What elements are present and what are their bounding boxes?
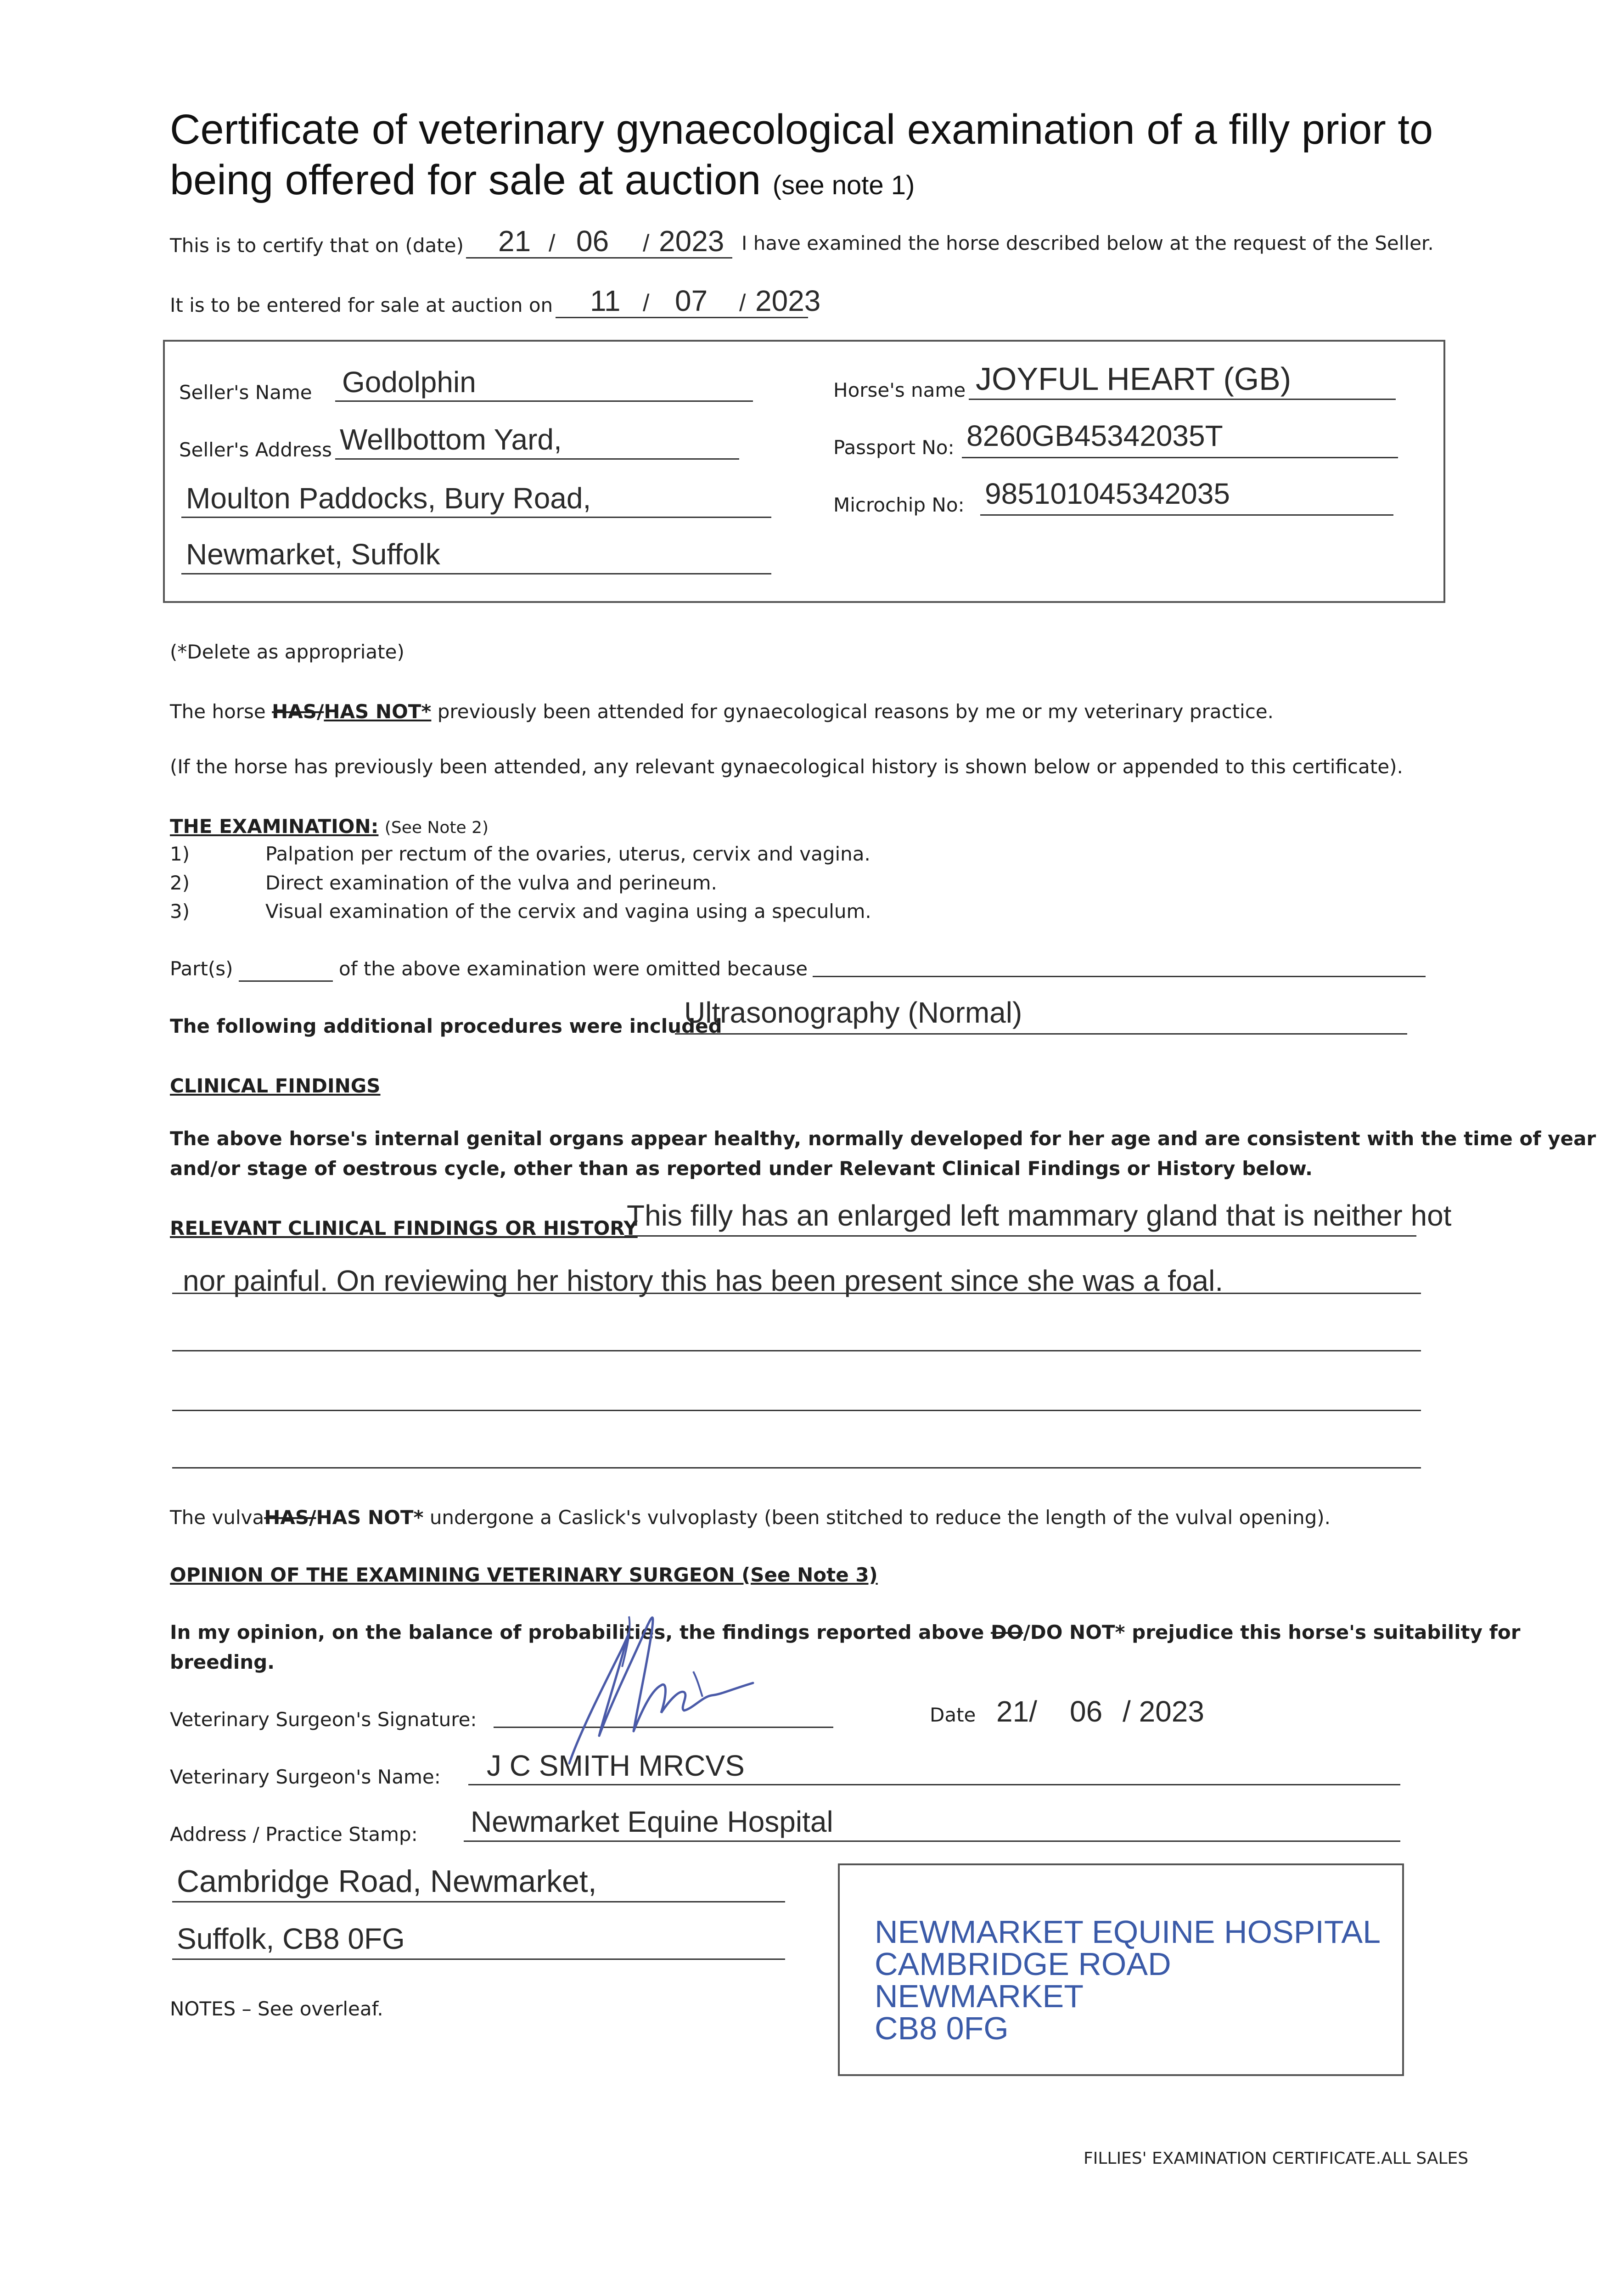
- exam-item-3-num: 3): [170, 900, 190, 923]
- practice-address-2: Cambridge Road, Newmarket,: [177, 1864, 597, 1899]
- auction-sep-2: /: [739, 290, 746, 316]
- attended-struck: HAS/: [272, 700, 324, 723]
- auction-day: 11: [590, 284, 621, 317]
- relevant-label: RELEVANT CLINICAL FINDINGS OR HISTORY: [170, 1217, 638, 1239]
- certify-day: 21: [498, 225, 531, 258]
- auction-year: 2023: [755, 284, 821, 317]
- vulva-statement: [170, 1506, 1331, 1529]
- vet-name-label: Veterinary Surgeon's Name:: [170, 1766, 441, 1788]
- relevant-line-2: nor painful. On reviewing her history this has been present since she was a foal.: [183, 1264, 1224, 1297]
- stamp-line-2: CAMBRIDGE ROAD: [875, 1946, 1171, 1982]
- vulva-struck: HAS/: [264, 1506, 316, 1529]
- vulva-choice: HAS NOT*: [316, 1506, 424, 1529]
- omitted-prefix: Part(s): [170, 957, 233, 980]
- certify-suffix: I have examined the horse described below at the request of the Seller.: [741, 232, 1434, 254]
- additional-label: The following additional procedures were included: [170, 1015, 722, 1037]
- practice-address-3: Suffolk, CB8 0FG: [177, 1922, 405, 1955]
- clinical-heading: CLINICAL FINDINGS: [170, 1075, 381, 1097]
- vet-signature: [514, 1598, 771, 1773]
- address-label: Address / Practice Stamp:: [170, 1823, 418, 1846]
- exam-item-3-text: Visual examination of the cervix and vagina using a speculum.: [265, 900, 871, 923]
- title-note: (see note 1): [772, 170, 915, 200]
- passport-label: Passport No:: [833, 436, 955, 459]
- opinion-suffix: prejudice this horse's suitability for: [1132, 1621, 1521, 1643]
- examination-heading: [170, 815, 489, 838]
- auction-prefix: It is to be entered for sale at auction on: [170, 294, 553, 316]
- vulva-suffix: undergone a Caslick's vulvoplasty (been stitched to reduce the length of the vulval opening).: [429, 1506, 1331, 1529]
- stamp-line-4: CB8 0FG: [875, 2010, 1009, 2046]
- sign-date-day: 21/: [996, 1695, 1037, 1728]
- certify-year: 2023: [659, 225, 724, 258]
- microchip-label: Microchip No:: [833, 494, 965, 516]
- vulva-prefix: The vulva: [170, 1506, 264, 1529]
- attended-statement: [170, 700, 1274, 723]
- page-title: Certificate of veterinary gynaecological examination of a filly prior to: [170, 106, 1433, 153]
- opinion-choice: /DO NOT*: [1023, 1621, 1125, 1643]
- opinion-line-2: breeding.: [170, 1651, 275, 1673]
- clinical-statement-1: The above horse's internal genital organs appear healthy, normally developed for her age and are consistent with the time of year: [170, 1127, 1596, 1150]
- passport-number: 8260GB45342035T: [966, 419, 1223, 452]
- examination-title: THE EXAMINATION:: [170, 815, 379, 838]
- auction-month: 07: [675, 284, 708, 317]
- vet-name: J C SMITH MRCVS: [487, 1749, 745, 1782]
- exam-item-1-num: 1): [170, 843, 190, 865]
- certify-sep-1: /: [549, 230, 556, 257]
- sign-date-year: / 2023: [1123, 1695, 1204, 1728]
- page-title-line2: [170, 156, 915, 204]
- opinion-prefix: In my opinion, on the balance of probabilities, the findings reported above: [170, 1621, 984, 1643]
- stamp-line-1: NEWMARKET EQUINE HOSPITAL: [875, 1914, 1381, 1950]
- date-label: Date: [930, 1704, 976, 1726]
- signature-label: Veterinary Surgeon's Signature:: [170, 1708, 477, 1731]
- relevant-line-1: This filly has an enlarged left mammary gland that is neither hot: [627, 1199, 1452, 1232]
- seller-address-3: Newmarket, Suffolk: [186, 538, 440, 571]
- seller-name-label: Seller's Name: [179, 381, 312, 404]
- omitted-middle: of the above examination were omitted because: [339, 957, 808, 980]
- clinical-statement-2: and/or stage of oestrous cycle, other than as reported under Relevant Clinical Findings or History below.: [170, 1157, 1313, 1180]
- attended-suffix: previously been attended for gynaecological reasons by me or my veterinary practice.: [437, 700, 1274, 723]
- attended-choice: HAS NOT*: [324, 700, 432, 723]
- certify-month: 06: [576, 225, 609, 258]
- seller-address-label: Seller's Address: [179, 439, 332, 461]
- opinion-line-1: [170, 1621, 1520, 1643]
- exam-item-1-text: Palpation per rectum of the ovaries, uterus, cervix and vagina.: [265, 843, 870, 865]
- auction-sep-1: /: [643, 290, 650, 316]
- certify-sep-2: /: [643, 230, 650, 257]
- sign-date-month: 06: [1070, 1695, 1103, 1728]
- horse-name-label: Horse's name: [833, 379, 966, 401]
- seller-address-1: Wellbottom Yard,: [340, 423, 562, 456]
- footer: FILLIES' EXAMINATION CERTIFICATE.ALL SALES: [1084, 2149, 1469, 2168]
- certify-prefix: This is to certify that on (date): [170, 234, 464, 257]
- exam-item-2-num: 2): [170, 872, 190, 894]
- seller-address-2: Moulton Paddocks, Bury Road,: [186, 482, 591, 515]
- stamp-line-3: NEWMARKET: [875, 1978, 1084, 2014]
- delete-note: (*Delete as appropriate): [170, 641, 404, 663]
- examination-note: (See Note 2): [384, 818, 489, 837]
- title-line2-text: being offered for sale at auction: [170, 157, 761, 203]
- notes: NOTES – See overleaf.: [170, 1998, 383, 2020]
- seller-name: Godolphin: [342, 366, 476, 399]
- microchip-number: 985101045342035: [985, 477, 1230, 510]
- attended-prefix: The horse: [170, 700, 266, 723]
- horse-name: JOYFUL HEART (GB): [976, 361, 1292, 397]
- opinion-struck: DO: [990, 1621, 1023, 1643]
- additional-value: Ultrasonography (Normal): [684, 996, 1022, 1029]
- history-note: (If the horse has previously been attended, any relevant gynaecological history is shown below or appended to this certificate).: [170, 755, 1403, 778]
- practice-address-1: Newmarket Equine Hospital: [471, 1805, 833, 1838]
- exam-item-2-text: Direct examination of the vulva and perineum.: [265, 872, 717, 894]
- opinion-heading: OPINION OF THE EXAMINING VETERINARY SURGEON (See Note 3): [170, 1564, 878, 1586]
